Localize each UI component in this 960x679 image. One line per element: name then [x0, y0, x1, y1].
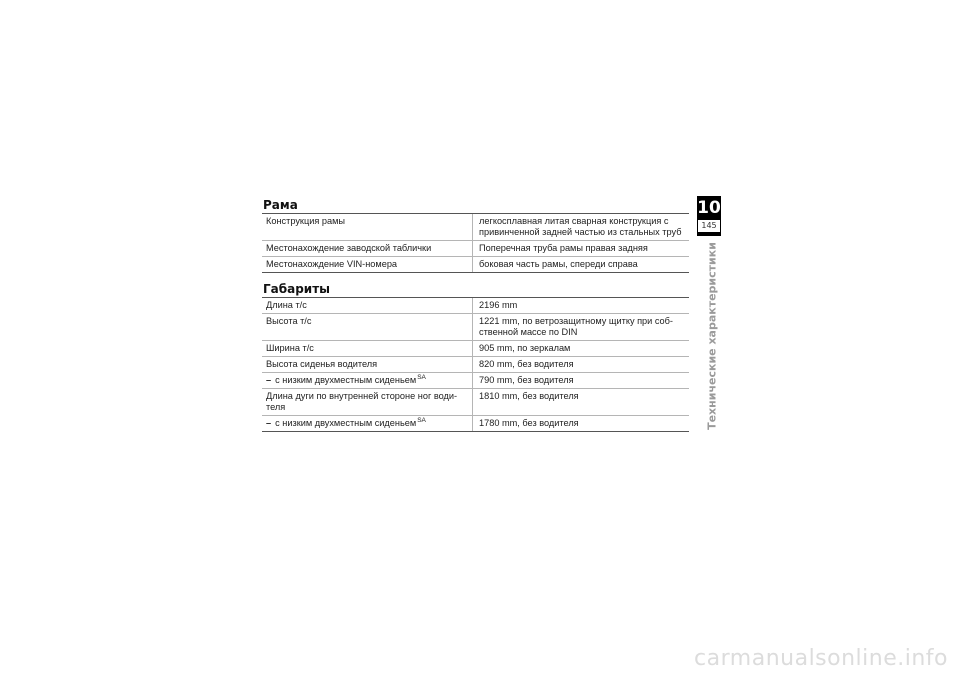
special-equipment-marker: SA [417, 373, 426, 381]
spec-value: 905 mm, по зеркалам [479, 343, 571, 353]
spec-value: боковая часть рамы, спереди справа [479, 259, 638, 269]
spec-value: 820 mm, без водителя [479, 359, 574, 369]
frame-spec-table [262, 213, 689, 273]
table-row [262, 372, 689, 388]
table-row [262, 415, 689, 431]
table-row [262, 240, 689, 256]
table-row [262, 214, 689, 240]
watermark: carmanualsonline.info [694, 646, 948, 671]
spec-label [262, 373, 473, 388]
spec-label: Длина дуги по внутренней стороне ног води-теля [262, 389, 473, 415]
spec-value: 1810 mm, без водителя [479, 391, 579, 401]
chapter-badge [697, 196, 721, 236]
frame-section-title: Рама [263, 198, 298, 212]
spec-label: Высота т/с [262, 314, 473, 340]
spec-label [262, 416, 473, 431]
spec-value: 1780 mm, без водителя [479, 418, 579, 428]
dimensions-section-title: Габариты [263, 282, 331, 296]
table-row [262, 356, 689, 372]
spec-label: Конструкция рамы [262, 214, 473, 240]
spec-label: Длина т/с [262, 298, 473, 313]
spec-label: Ширина т/с [262, 341, 473, 356]
spec-label: Местонахождение заводской таблички [262, 241, 473, 256]
spec-label: Местонахождение VIN-номера [262, 257, 473, 272]
table-row [262, 340, 689, 356]
chapter-number: 10 [697, 198, 721, 218]
chapter-side-title: Технические характеристики [705, 242, 719, 430]
spec-value: 2196 mm [479, 300, 518, 310]
spec-label-text: с низким двухместным сиденьем [275, 418, 417, 428]
table-row [262, 313, 689, 340]
spec-value: 790 mm, без водителя [479, 375, 574, 385]
table-row [262, 298, 689, 313]
special-equipment-marker: SA [417, 416, 426, 424]
table-row [262, 256, 689, 272]
spec-label: Высота сиденья водителя [262, 357, 473, 372]
spec-value: легкосплавная литая сварная конструкция с привинченной задней частью из стальных труб [479, 216, 682, 237]
table-row [262, 388, 689, 415]
dimensions-spec-table [262, 297, 689, 432]
spec-value: Поперечная труба рамы правая задняя [479, 243, 648, 253]
spec-value: 1221 mm, по ветрозащитному щитку при соб-ственной массе по DIN [479, 316, 673, 337]
page-number: 145 [698, 220, 720, 232]
spec-label-text: с низким двухместным сиденьем [275, 375, 417, 385]
